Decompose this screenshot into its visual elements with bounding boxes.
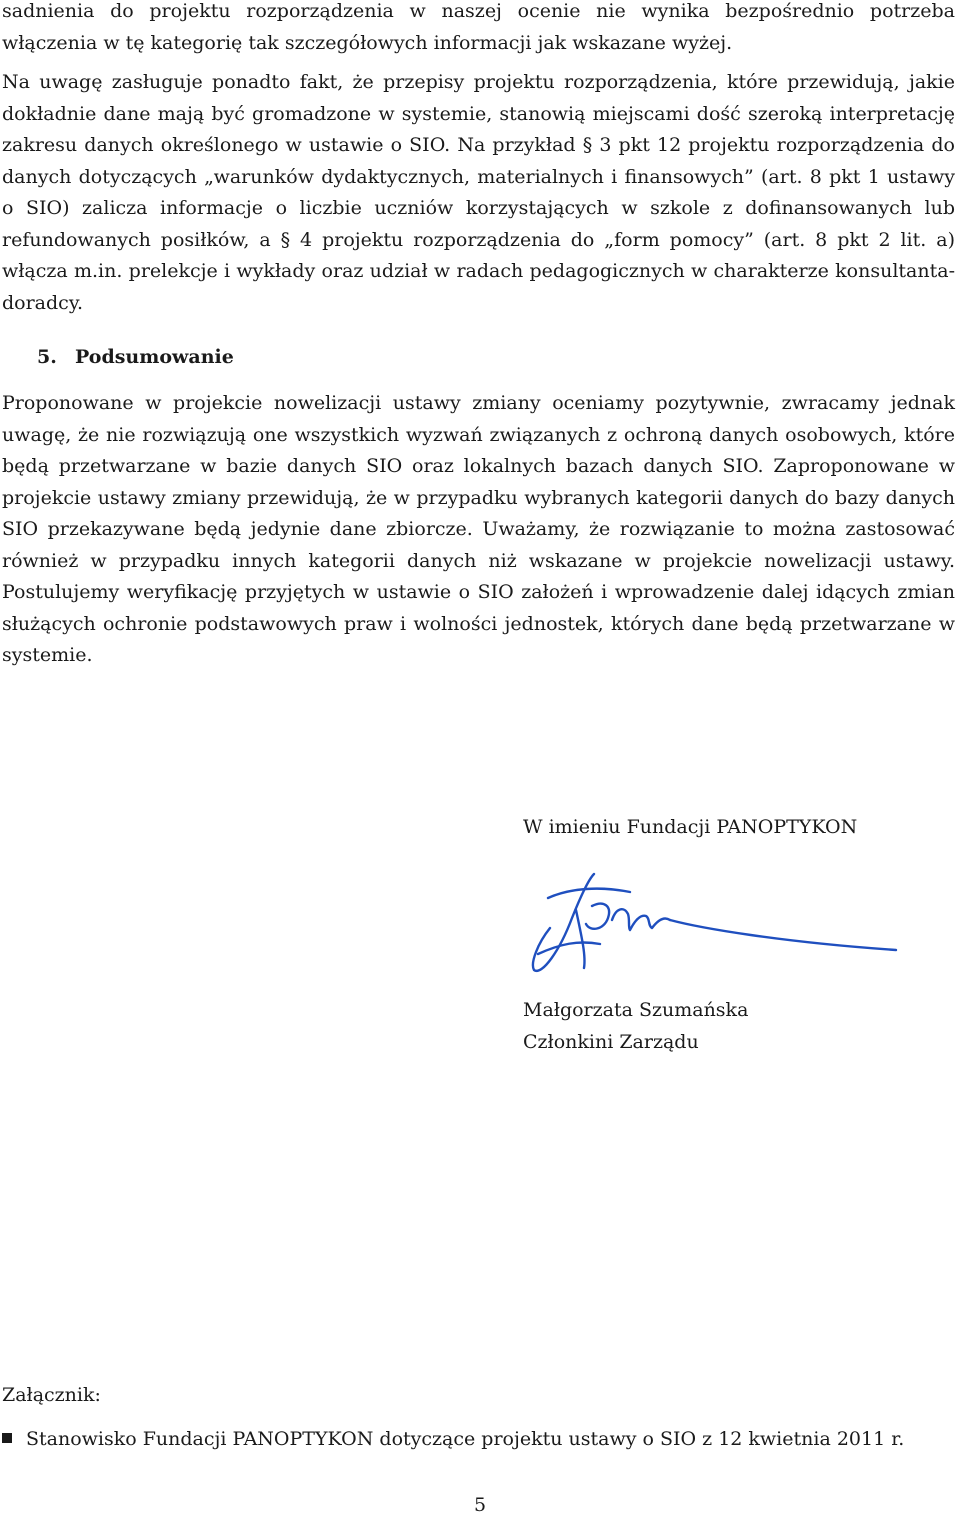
signature-on-behalf-of: W imieniu Fundacji PANOPTYKON <box>523 816 858 838</box>
signatory-role: Członkini Zarządu <box>523 1031 699 1053</box>
signatory-name: Małgorzata Szumańska <box>523 999 749 1021</box>
section-number: 5. <box>37 346 57 368</box>
paragraph-regulation-interpretation: Na uwagę zasługuje ponadto fakt, że przepisy projektu rozporządzenia, które przewidują, jakie dokładnie dane mają być gromadzone w systemie, stanowią miejscami dość szeroką interpretację zakresu danych określonego w ustawie o SIO. Na przykład § 3 pkt 12 projektu rozporządzenia do danych dotyczących „warunków dydaktycznych, materialnych i finansowych” (art. 8 pkt 1 ustawy o SIO) zalicza informacje o liczbie uczniów korzystających w szkole z dofinansowanych lub refundowanych posiłków, a § 4 projektu rozporządzenia do „form pomocy” (art. 8 pkt 2 lit. a) włącza m.in. prelekcje i wykłady oraz udział w radach pedagogicznych w charakterze konsultanta-doradcy. <box>2 71 955 314</box>
paragraph-summary: Proponowane w projekcie nowelizacji ustawy zmiany oceniamy pozytywnie, zwracamy jednak uwagę, że nie rozwiązują one wszystkich wyzwań związanych z ochroną danych osobowych, które będą przetwarzane w bazie danych SIO oraz lokalnych bazach danych SIO. Zaproponowane w projekcie ustawy zmiany przewidują, że w przypadku wybranych kategorii danych do bazy danych SIO przekazywane będą jedynie dane zbiorcze. Uważamy, że rozwiązanie to można zastosować również w przypadku innych kategorii danych niż wskazane w projekcie nowelizacji ustawy. Postulujemy weryfikację przyjętych w ustawie o SIO założeń i wprowadzenie dalej idących zmian służących ochronie podstawowych praw i wolności jednostek, których dane będą przetwarzane w systemie. <box>2 392 955 666</box>
square-bullet-icon <box>2 1433 12 1443</box>
attachment-label: Załącznik: <box>2 1384 101 1406</box>
section-heading <box>37 346 234 368</box>
attachment-item-text: Stanowisko Fundacji PANOPTYKON dotyczące projektu ustawy o SIO z 12 kwietnia 2011 r. <box>26 1428 905 1450</box>
page-number: 5 <box>473 1494 487 1516</box>
paragraph-continuation: sadnienia do projektu rozporządzenia w naszej ocenie nie wynika bezpośrednio potrzeba włączenia w tę kategorię tak szczegółowych informacji jak wskazane wyżej. <box>2 0 955 54</box>
handwritten-signature <box>520 858 900 983</box>
attachment-list-item <box>2 1428 904 1450</box>
section-title: Podsumowanie <box>75 346 234 368</box>
